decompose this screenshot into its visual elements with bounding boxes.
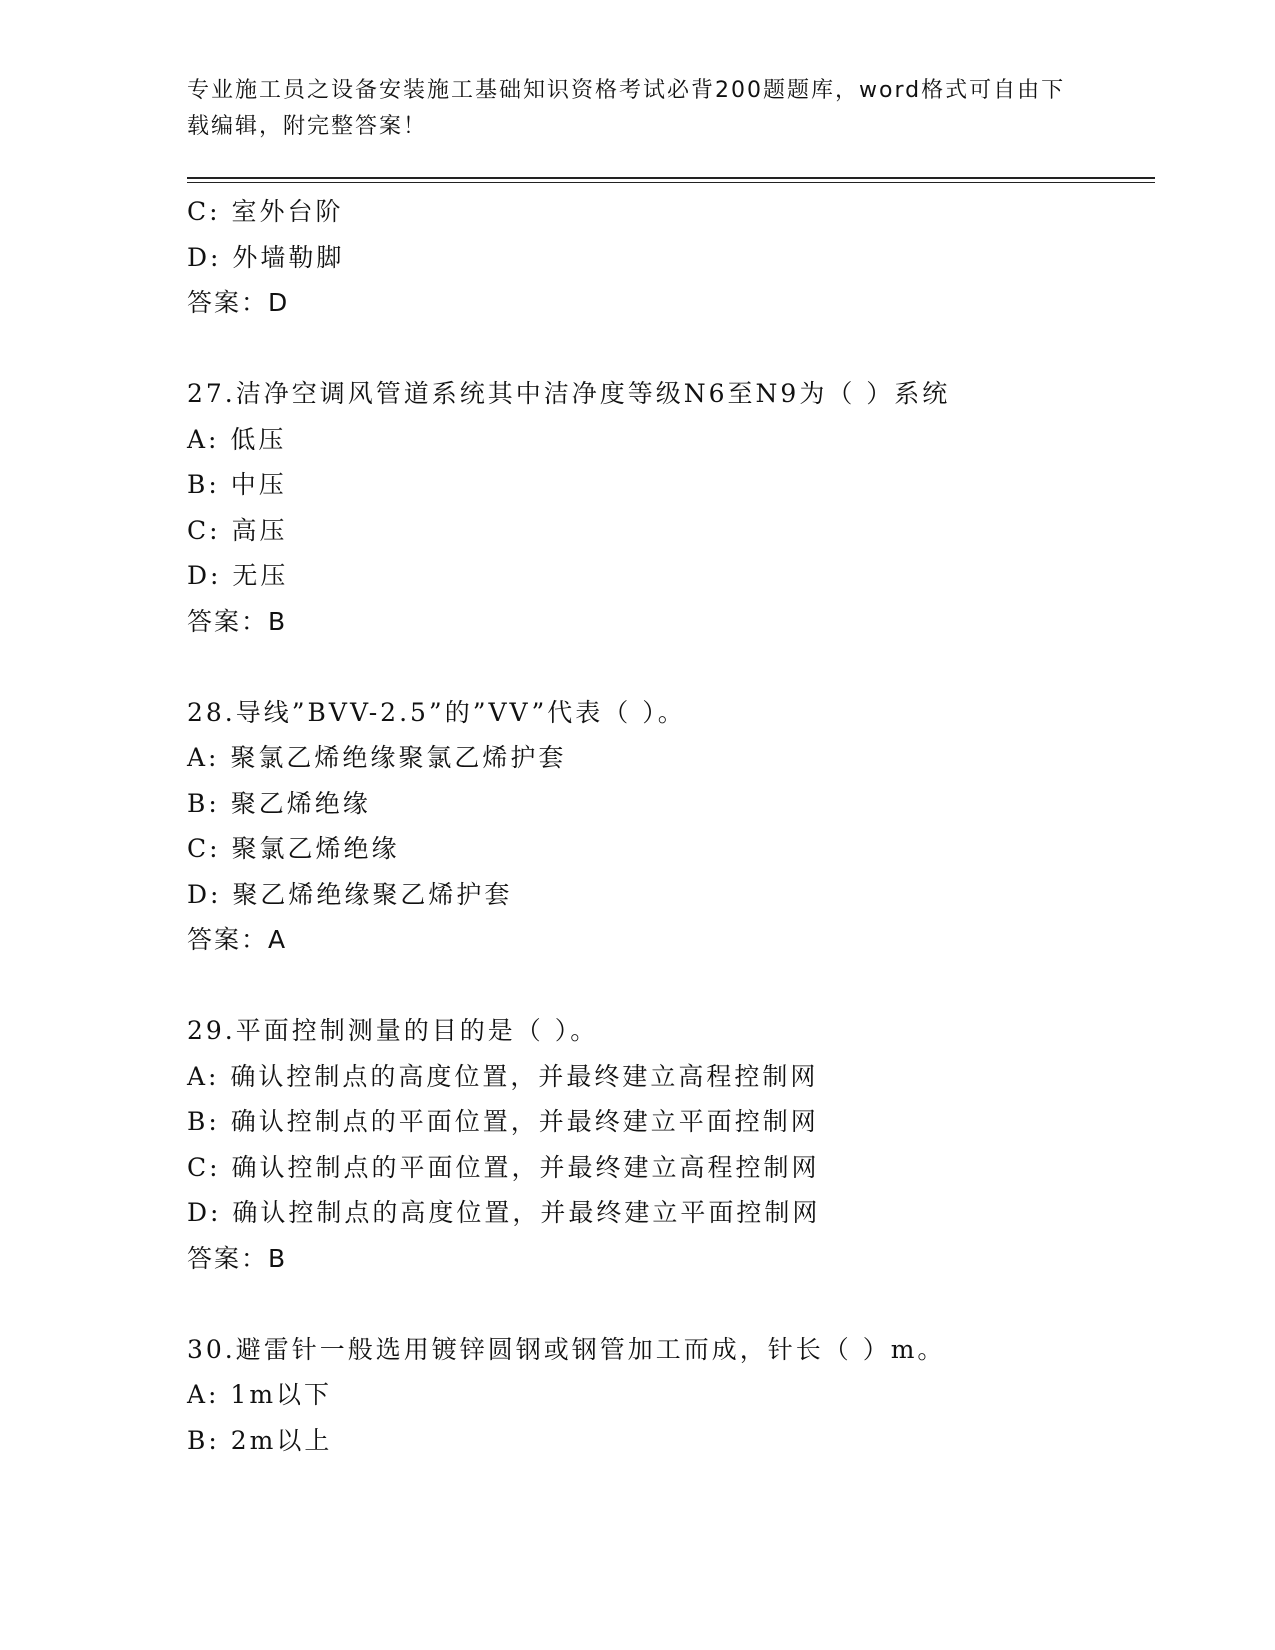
option-line: B: 确认控制点的平面位置，并最终建立平面控制网: [187, 1107, 819, 1136]
option-line: D: 聚乙烯绝缘聚乙烯护套: [187, 879, 513, 909]
spacer: [187, 644, 1155, 690]
option-line: C: 室外台阶: [187, 197, 344, 226]
option-line: C: 聚氯乙烯绝缘: [187, 834, 400, 863]
option-line: A: 低压: [187, 424, 287, 454]
question-list: [187, 189, 1155, 1463]
spacer: [187, 1281, 1155, 1327]
header-divider-thick: [187, 177, 1155, 179]
option-line: A: 1m以下: [187, 1380, 333, 1409]
option-line: A: 确认控制点的高度位置，并最终建立高程控制网: [187, 1061, 819, 1091]
question-stem: 29.平面控制测量的目的是（ ）。: [187, 1016, 599, 1045]
spacer: [187, 326, 1155, 372]
option-line: D: 确认控制点的高度位置，并最终建立平面控制网: [187, 1198, 821, 1227]
option-line: D: 无压: [187, 561, 289, 590]
answer-line: 答案：B: [187, 606, 288, 636]
question-stem: 30.避雷针一般选用镀锌圆钢或钢管加工而成，针长（ ）m。: [187, 1334, 946, 1364]
option-line: B: 中压: [187, 470, 287, 499]
question-stem: 28.导线”BVV-2.5”的”VV”代表（ ）。: [187, 697, 686, 727]
option-line: A: 聚氯乙烯绝缘聚氯乙烯护套: [187, 743, 567, 772]
answer-line: 答案：D: [187, 288, 290, 317]
header-divider-thin: [187, 182, 1155, 183]
option-line: C: 高压: [187, 515, 288, 545]
option-line: C: 确认控制点的平面位置，并最终建立高程控制网: [187, 1152, 820, 1182]
question-stem: 27.洁净空调风管道系统其中洁净度等级N6至N9为（ ）系统: [187, 379, 951, 408]
document-header: 专业施工员之设备安装施工基础知识资格考试必背200题题库，word格式可自由下载编辑，附完整答案！: [187, 78, 1066, 139]
spacer: [187, 963, 1155, 1009]
answer-line: 答案：B: [187, 1243, 288, 1273]
answer-line: 答案：A: [187, 925, 288, 954]
option-line: D: 外墙勒脚: [187, 242, 345, 272]
option-line: B: 聚乙烯绝缘: [187, 788, 371, 818]
option-line: B: 2m以上: [187, 1425, 333, 1455]
